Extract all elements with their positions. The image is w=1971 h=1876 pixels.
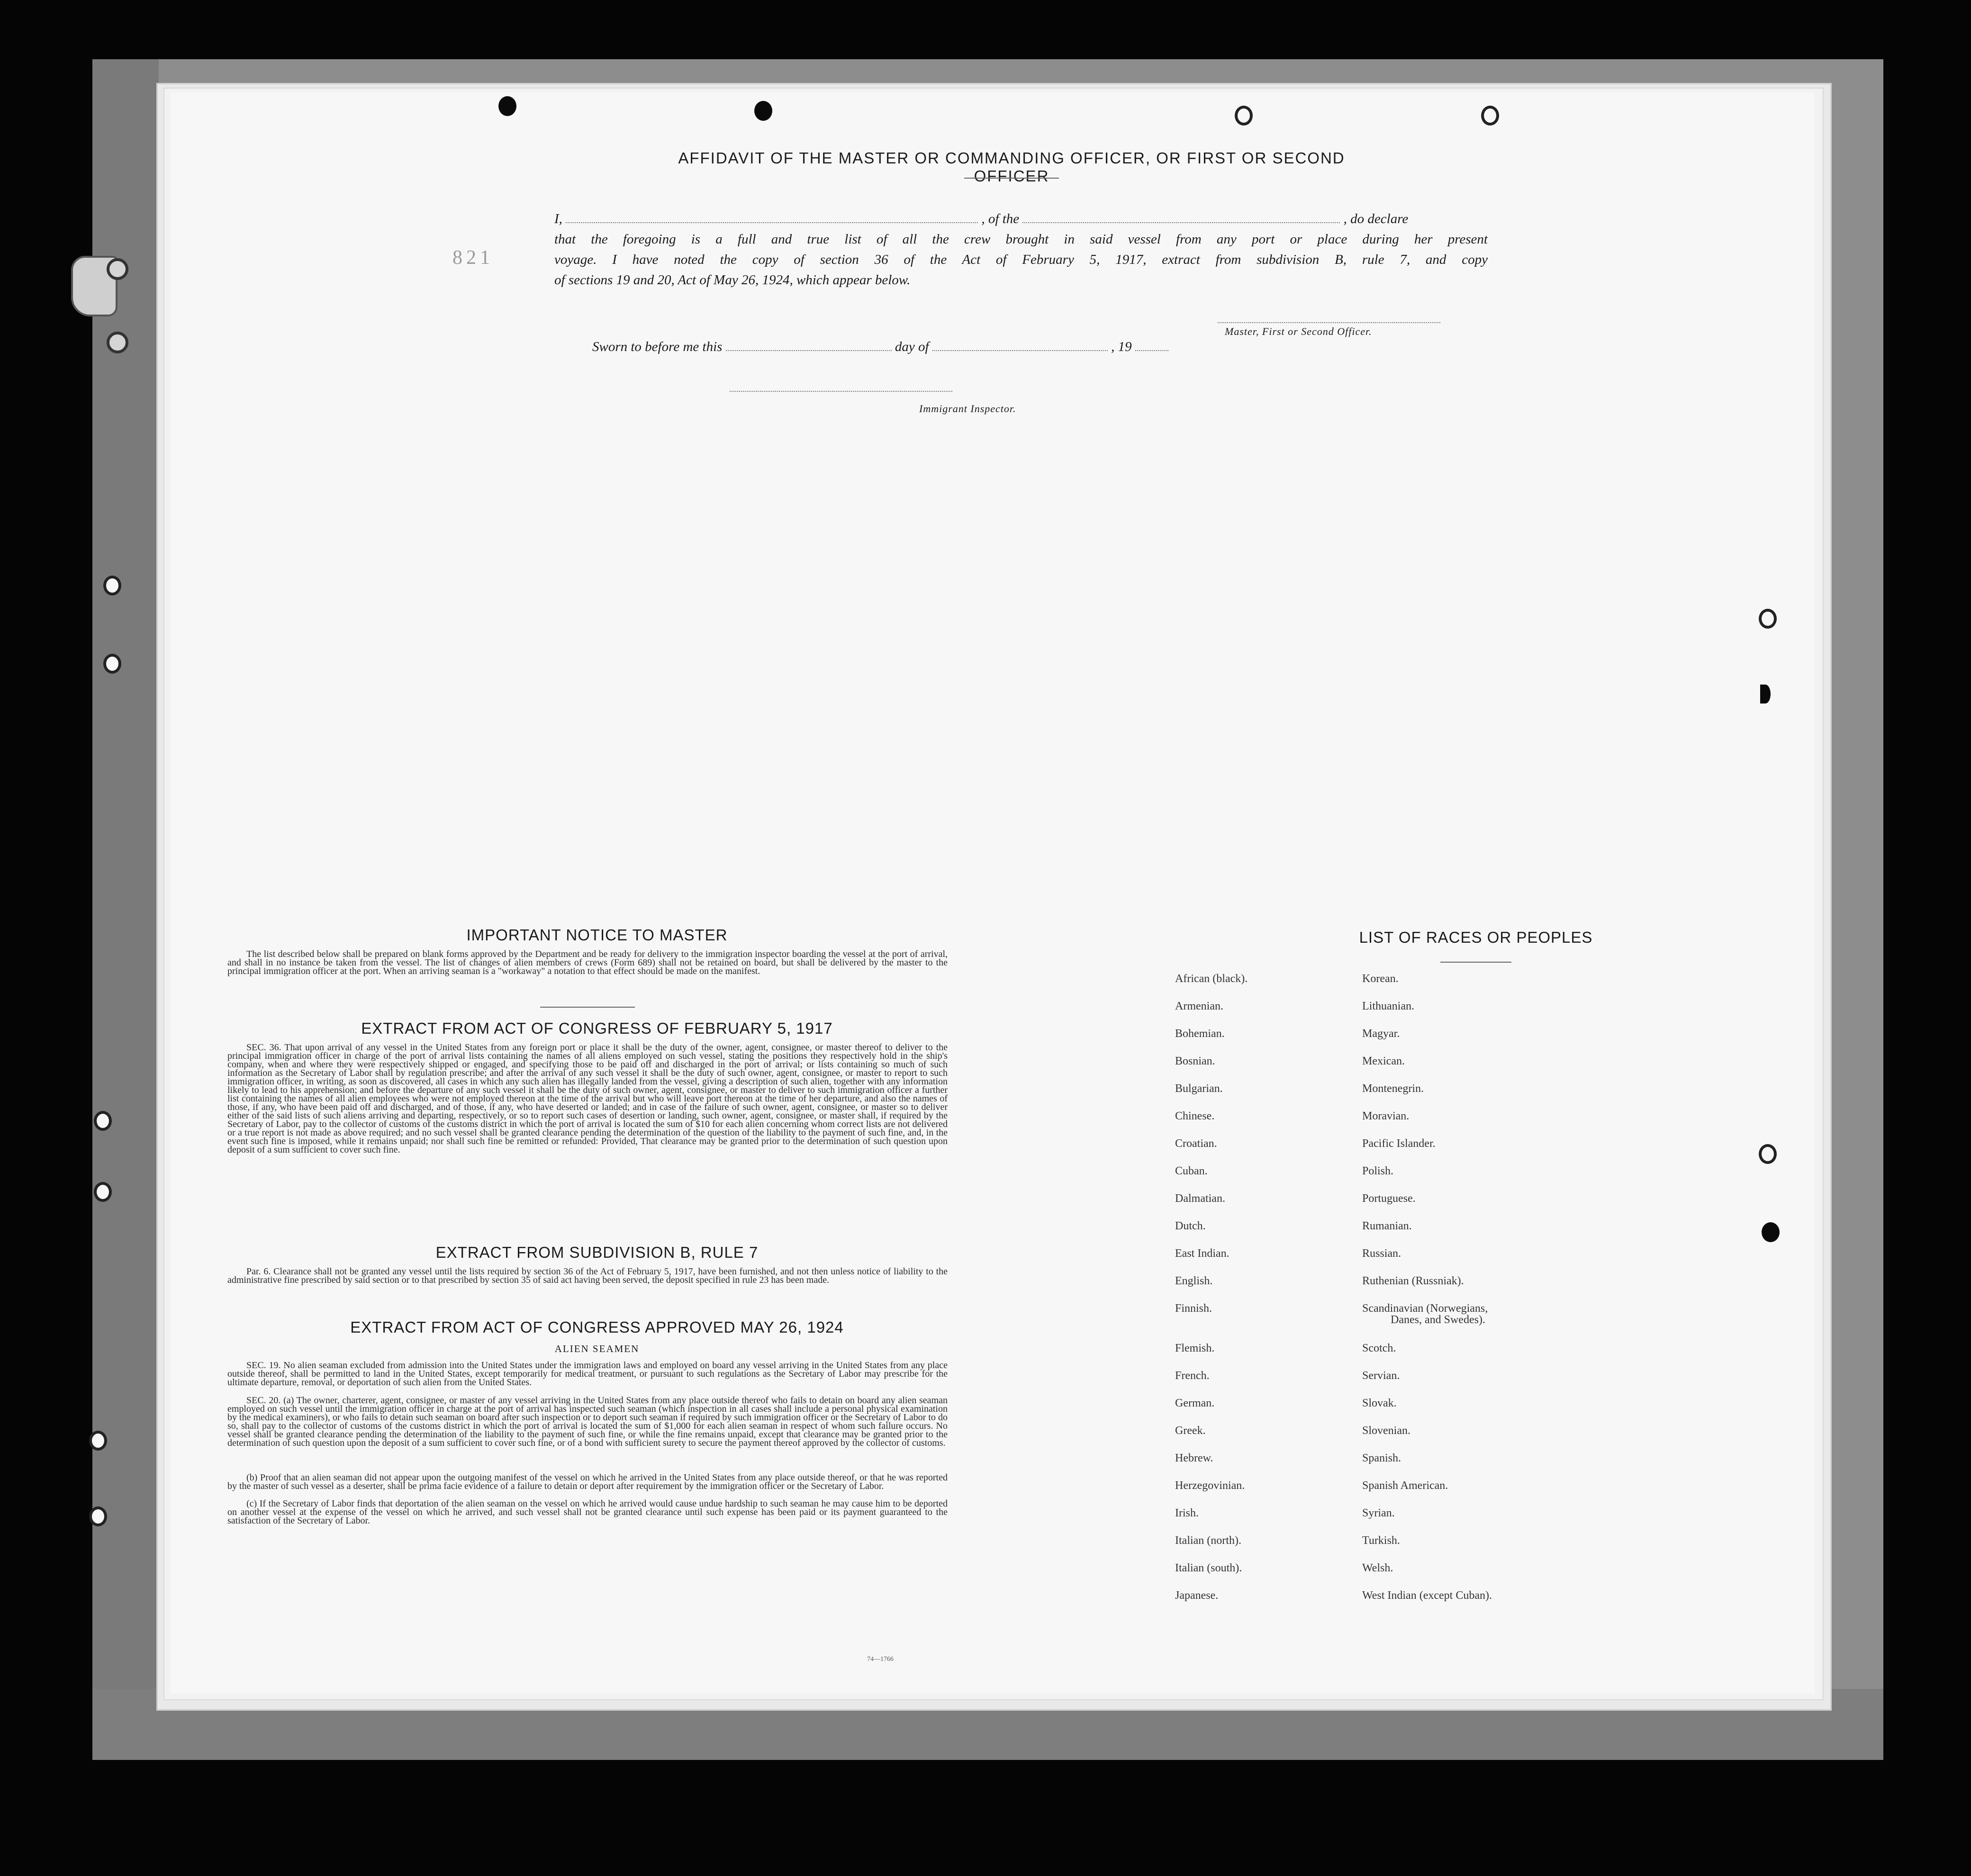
race-item: Servian. xyxy=(1362,1370,1400,1382)
race-item: Syrian. xyxy=(1362,1507,1395,1519)
race-item: Korean. xyxy=(1362,973,1399,985)
month-blank[interactable] xyxy=(932,340,1108,351)
punch-hole xyxy=(1762,1222,1780,1242)
race-item: Ruthenian (Russniak). xyxy=(1362,1275,1464,1287)
race-item: Finnish. xyxy=(1175,1302,1212,1315)
punch-hole xyxy=(754,101,772,121)
notice-title: IMPORTANT NOTICE TO MASTER xyxy=(466,926,728,944)
divider xyxy=(540,1007,635,1008)
race-item: Rumanian. xyxy=(1362,1220,1412,1232)
master-caption: Master, First or Second Officer. xyxy=(1225,325,1372,337)
race-item: Slovenian. xyxy=(1362,1425,1410,1437)
race-item: Turkish. xyxy=(1362,1534,1400,1547)
punch-hole xyxy=(1235,106,1253,126)
affidavit-title: AFFIDAVIT OF THE MASTER OR COMMANDING OFFICER, OR FIRST OR SECOND OFFICER xyxy=(678,149,1345,185)
race-item: Croatian. xyxy=(1175,1137,1217,1150)
race-item: Cuban. xyxy=(1175,1165,1208,1177)
race-item: German. xyxy=(1175,1397,1215,1409)
alien-seamen-subhead: ALIEN SEAMEN xyxy=(554,1343,640,1354)
binder-rivet xyxy=(107,258,128,280)
race-item: Bosnian. xyxy=(1175,1055,1215,1067)
extract-1924-sec20c: (c) If the Secretary of Labor finds that deportation of the alien seaman on the vessel on which he arrived would cause undue hardship to such seaman he may cause him to be deported on another vessel at the expense of the vessel on which he arrived, and such vessel shall not be granted clearance until such expense has been paid or its payment guaranteed to the satisfaction of the Secretary of Labor. xyxy=(227,1498,948,1526)
punch-hole xyxy=(89,1506,107,1526)
race-item: Spanish American. xyxy=(1362,1479,1448,1492)
divider xyxy=(964,178,1059,179)
extract-1924-sec20b: (b) Proof that an alien seaman did not appear upon the outgoing manifest of the vessel on which he arrived in the United States from any place outside thereof, or that he was reported by the master of such vessel as a deserter, shall be prima facie evidence of a failure to detain or deport after requirement by the immigration officer or the Secretary of Labor. xyxy=(227,1472,948,1491)
race-item: Herzegovinian. xyxy=(1175,1479,1245,1492)
declaration-line-2: that the foregoing is a full and true list of all the crew brought in said vessel from any port or place during her present xyxy=(554,232,1488,247)
sworn-line: Sworn to before me this day of , 19 xyxy=(592,336,1168,357)
name-blank[interactable] xyxy=(566,212,978,223)
race-item: African (black). xyxy=(1175,973,1248,985)
race-item: English. xyxy=(1175,1275,1213,1287)
vessel-blank[interactable] xyxy=(1022,212,1340,223)
year-blank[interactable] xyxy=(1135,340,1168,351)
declaration-line-1: I, , of the , do declare xyxy=(554,211,1409,226)
divider xyxy=(1440,962,1511,963)
race-item: Moravian. xyxy=(1362,1110,1410,1122)
race-item: Montenegrin. xyxy=(1362,1082,1424,1095)
race-item: Portuguese. xyxy=(1362,1192,1416,1205)
race-item: Scotch. xyxy=(1362,1342,1396,1354)
race-item: French. xyxy=(1175,1370,1210,1382)
inspector-signature-line[interactable] xyxy=(730,391,952,392)
day-blank[interactable] xyxy=(726,340,892,351)
race-item: Armenian. xyxy=(1175,1000,1223,1012)
punch-hole xyxy=(1759,1144,1777,1164)
manifest-page xyxy=(171,92,1815,1694)
race-item: Scandinavian (Norwegians, xyxy=(1362,1302,1488,1315)
notice-text: The list described below shall be prepared on blank forms approved by the Department and be ready for delivery to the immigration inspector boarding the vessel at the port of arrival, and shall in no instance be taken from the vessel. The list of changes of alien members of crews (Form 689) shall not be retained on board, but shall be delivered by the master to the principal immigration officer at the port. When an arriving seaman is a "workaway" a notation to that effect should be made on the manifest. xyxy=(227,949,948,976)
race-item: Magyar. xyxy=(1362,1028,1400,1040)
punch-hole xyxy=(1759,609,1777,629)
race-item: East Indian. xyxy=(1175,1247,1230,1260)
race-item: Japanese. xyxy=(1175,1589,1219,1602)
race-item: Polish. xyxy=(1362,1165,1394,1177)
declaration-line-4: of sections 19 and 20, Act of May 26, 1924, which appear below. xyxy=(554,272,911,288)
extract-1917-text: SEC. 36. That upon arrival of any vessel in the United States from any foreign port or place it shall be the duty of the owner, agent, consignee, or master thereof to deliver to the principal immigration officer in charge of the port of arrival lists containing the names of all aliens employed on such vessel, stating the positions they respectively hold in the ship's company, when and where they were respectively shipped or engaged, and specifying those to be paid off and discharged in the port of arrival; or lists containing so much of such information as the Secretary of Labor shall by regulation prescribe; and after the arrival of any such vessel it shall be the duty of such owner, agent, consignee, or master to report to such immigration officer, in writing, as soon as discovered, all cases in which any such alien has illegally landed from the vessel, giving a description of such alien, together with any information likely to lead to his apprehension; and before the departure of any such vessel it shall be the duty of such owner, agent, consignee, or master to deliver to such immigration officer a further list containing the names of all alien employees who were not employed thereon at the time of the arrival but who will leave port thereon at the time of her departure, and also the names of those, if any, who have been paid off and discharged, and of those, if any, who have deserted or landed; and in case of the failure of such owner, agent, consignee, or master so to deliver either of the said lists of such aliens arriving and departing, respectively, or so to report such cases of desertion or landing, such owner, agent, consignee, or master shall, if required by the Secretary of Labor, pay to the collector of customs of the customs district in which the port of arrival is located the sum of $10 for each alien concerning whom correct lists are not delivered or a true report is not made as above required; and no such vessel shall be granted clearance pending the determination of the question of the liability to the payment of such fine, and, in the event such fine is imposed, while it remains unpaid; nor shall such fine be remitted or refunded: Provided, That clearance may be granted prior to the determination of such question upon deposit of a sum sufficient to cover such fine. xyxy=(227,1042,948,1155)
punch-hole xyxy=(94,1182,112,1202)
race-item: Bulgarian. xyxy=(1175,1082,1223,1095)
race-item: Chinese. xyxy=(1175,1110,1215,1122)
punch-hole xyxy=(498,96,516,116)
race-item-continuation: Danes, and Swedes). xyxy=(1391,1314,1485,1326)
race-item: West Indian (except Cuban). xyxy=(1362,1589,1492,1602)
punch-hole xyxy=(94,1111,112,1131)
race-item: Mexican. xyxy=(1362,1055,1405,1067)
binder-rivet xyxy=(107,332,128,353)
race-item: Irish. xyxy=(1175,1507,1199,1519)
form-number: 74—1766 xyxy=(867,1656,894,1663)
race-item: Flemish. xyxy=(1175,1342,1215,1354)
declaration-line-3: voyage. I have noted the copy of section 36 of the Act of February 5, 1917, extract from subdivision B, rule 7, and copy xyxy=(554,252,1488,267)
race-item: Slovak. xyxy=(1362,1397,1397,1409)
race-item: Dalmatian. xyxy=(1175,1192,1225,1205)
inspector-caption: Immigrant Inspector. xyxy=(919,403,1016,415)
race-item: Pacific Islander. xyxy=(1362,1137,1436,1150)
punch-hole xyxy=(1481,106,1499,126)
race-item: Hebrew. xyxy=(1175,1452,1213,1464)
extract-rule7-title: EXTRACT FROM SUBDIVISION B, RULE 7 xyxy=(435,1244,759,1261)
race-item: Greek. xyxy=(1175,1425,1206,1437)
race-item: Welsh. xyxy=(1362,1562,1393,1574)
race-item: Bohemian. xyxy=(1175,1028,1225,1040)
master-signature-line[interactable] xyxy=(1218,322,1440,323)
extract-1924-sec19: SEC. 19. No alien seaman excluded from admission into the United States under the immigration laws and employed on board any vessel arriving in the United States from any place outside thereof, shall be permitted to land in the United States, except temporarily for medical treatment, or pursuant to such regulations as the Secretary of Labor may prescribe for the ultimate departure, removal, or deportation of such alien from the United States. xyxy=(227,1360,948,1388)
punch-hole xyxy=(1760,685,1771,704)
extract-1924-sec20a: SEC. 20. (a) The owner, charterer, agent, consignee, or master of any vessel arriving in the United States from any place outside thereof who fails to detain on board any alien seaman employed on such vessel until the immigration officer in charge at the port of arrival has inspected such seaman (which inspection in all cases shall include a personal physical examination by the medical examiners), or who fails to detain such seaman on board after such inspection or to deport such seaman if required by such immigration officer or the Secretary of Labor to do so, shall pay to the collector of customs of the customs district in which the port of arrival is located the sum of $1,000 for each alien seaman in respect of whom such failure occurs. No vessel shall be granted clearance pending the determination of the liability to the payment of such fine, or while the fine remains unpaid, except that clearance may be granted prior to the determination of such question upon the deposit of a sum sufficient to cover such fine, or of a bond with sufficient surety to secure the payment thereof approved by the collector of customs. xyxy=(227,1395,948,1448)
extract-rule7-text: Par. 6. Clearance shall not be granted any vessel until the lists required by section 36 of the Act of February 5, 1917, have been furnished, and not then unless notice of liability to the administrative fine prescribed by said section or to that prescribed by section 35 of said act having been served, the deposit specified in rule 23 has been made. xyxy=(227,1266,948,1285)
race-item: Italian (south). xyxy=(1175,1562,1242,1574)
faint-margin-marks: 821 xyxy=(452,247,494,269)
race-item: Spanish. xyxy=(1362,1452,1401,1464)
punch-hole xyxy=(103,576,121,595)
extract-1924-title: EXTRACT FROM ACT OF CONGRESS APPROVED MAY 26, 1924 xyxy=(350,1318,844,1336)
race-item: Italian (north). xyxy=(1175,1534,1241,1547)
race-item: Russian. xyxy=(1362,1247,1401,1260)
race-item: Dutch. xyxy=(1175,1220,1206,1232)
extract-1917-title: EXTRACT FROM ACT OF CONGRESS OF FEBRUARY 5, 1917 xyxy=(361,1019,833,1037)
races-title: LIST OF RACES OR PEOPLES xyxy=(1359,929,1593,946)
punch-hole xyxy=(89,1431,107,1451)
race-item: Lithuanian. xyxy=(1362,1000,1414,1012)
punch-hole xyxy=(103,654,121,674)
